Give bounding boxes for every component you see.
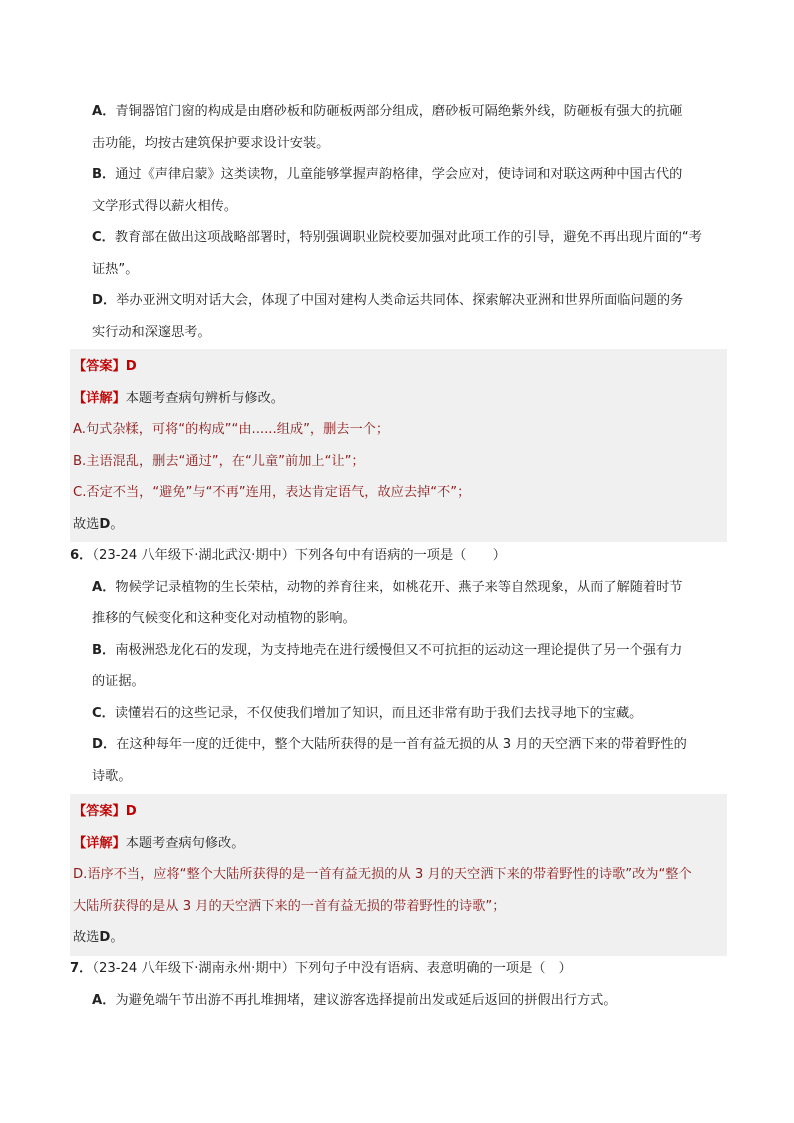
q7-stem — [70, 953, 724, 985]
answer-value: D — [125, 359, 137, 374]
answer-value: D — [125, 804, 137, 819]
option-text-cont: 文学形式得以薪火相传。 — [92, 198, 238, 214]
option-text: 在这种每年一度的迁徙中，整个大陆所获得的是一首有益无损的从 3 月的天空洒下来的带着野性的 — [116, 737, 687, 752]
option-letter: C． — [92, 230, 115, 245]
detail-tag: 【详解】 — [73, 835, 126, 851]
conclusion-end: 。 — [110, 930, 124, 945]
option-text-cont: 证热”。 — [92, 261, 139, 277]
q5-answer-box — [70, 349, 727, 542]
detail-tag: 【详解】 — [73, 390, 126, 406]
option-text: 青铜器馆门窗的构成是由磨砂板和防砸板两部分组成，磨砂板可隔绝紫外线，防砸板有强大的抗砸 — [115, 104, 683, 119]
option-letter: A． — [92, 104, 116, 119]
option-text-cont: 推移的气候变化和这种变化对动植物的影响。 — [92, 611, 356, 626]
q6-option-d — [70, 729, 724, 792]
option-letter: C． — [92, 705, 115, 721]
option-letter: A． — [92, 992, 116, 1008]
option-text-cont: 的证据。 — [92, 674, 145, 689]
q6-conclusion — [73, 922, 727, 954]
option-text: 举办亚洲文明对话大会，体现了中国对建构人类命运共同体、探索解决亚洲和世界所面临问题的务 — [116, 293, 684, 308]
conclusion-prefix: 故选 — [73, 516, 100, 532]
option-text-cont: 实行动和深邃思考。 — [92, 324, 211, 340]
q6-detail-line — [73, 828, 727, 860]
option-text: 为避免端午节出游不再扎堆拥堵，建议游客选择提前出发或延后返回的拼假出行方式。 — [115, 992, 617, 1008]
q6-answer-box — [70, 794, 727, 956]
conclusion-prefix: 故选 — [73, 930, 100, 945]
detail-text-cont: 大陆所获得的是从 3 月的天空洒下来的一首有益无损的带着野性的诗歌”； — [73, 898, 506, 914]
q7 — [70, 953, 724, 1016]
option-text-cont: 击功能，均按古建筑保护要求设计安装。 — [92, 135, 330, 151]
conclusion-letter: D — [99, 516, 111, 532]
q6-option-c — [70, 698, 724, 730]
q6-option-b — [70, 635, 724, 698]
q5-options — [70, 96, 724, 348]
q5-option-d — [70, 285, 724, 348]
option-text-cont: 诗歌。 — [92, 768, 132, 784]
q6-stem — [70, 540, 724, 572]
q6 — [70, 540, 724, 792]
q6-answer-line — [73, 796, 727, 828]
q5-option-a — [70, 96, 724, 159]
q5-detail-b: B.主语混乱，删去“通过”，在“儿童”前加上“让”； — [73, 453, 365, 469]
option-letter: A． — [92, 579, 116, 595]
question-stem: （23-24 八年级下·湖北武汉·期中）下列各句中有语病的一项是（ ） — [92, 548, 506, 563]
q5-detail-line — [73, 383, 727, 415]
conclusion-end: 。 — [110, 516, 124, 532]
q5-option-c — [70, 222, 724, 285]
option-letter: D． — [92, 737, 117, 752]
option-letter: B． — [92, 642, 116, 658]
q5-detail-c: C.否定不当，“避免”与“不再”连用，表达肯定语气，故应去掉“不”； — [73, 485, 471, 500]
q6-detail-d — [73, 859, 727, 922]
conclusion-letter: D — [99, 930, 111, 945]
q5-option-b — [70, 159, 724, 222]
option-text: 物候学记录植物的生长荣枯，动物的养育往来，如桃花开、燕子来等自然现象，从而了解随着时节 — [115, 579, 683, 595]
q5-conclusion — [73, 509, 727, 541]
answer-tag: 【答案】 — [73, 804, 126, 819]
question-number: 6． — [70, 548, 93, 563]
option-text: 通过《声律启蒙》这类读物，儿童能够掌握声韵格律，学会应对，使诗词和对联这两种中国古代的 — [115, 167, 683, 182]
q5-answer-line — [73, 351, 727, 383]
option-letter: B． — [92, 167, 116, 182]
option-text: 南极洲恐龙化石的发现，为支持地壳在进行缓慢但又不可抗拒的运动这一理论提供了另一个强有力 — [115, 642, 683, 658]
q5-detail-a: A.句式杂糅，可将“的构成”“由......组成”，删去一个； — [73, 422, 390, 437]
option-text: 教育部在做出这项战略部署时，特别强调职业院校要加强对此项工作的引导，避免不再出现片面的“考 — [114, 230, 702, 245]
detail-intro: 本题考查病句修改。 — [125, 835, 245, 851]
option-text: 读懂岩石的这些记录，不仅使我们增加了知识，而且还非常有助于我们去找寻地下的宝藏。 — [114, 705, 643, 721]
option-letter: D． — [92, 293, 117, 308]
question-number: 7． — [70, 961, 93, 976]
q7-option-a — [70, 985, 724, 1017]
answer-tag: 【答案】 — [73, 359, 126, 374]
question-stem: （23-24 八年级下·湖南永州·期中）下列句子中没有语病、表意明确的一项是（ ） — [92, 961, 572, 976]
detail-text: D.语序不当，应将“整个大陆所获得的是一首有益无损的从 3 月的天空洒下来的带着野性的诗歌”改为“整个 — [73, 867, 692, 882]
q6-option-a — [70, 572, 724, 635]
detail-intro: 本题考查病句辨析与修改。 — [125, 390, 284, 406]
